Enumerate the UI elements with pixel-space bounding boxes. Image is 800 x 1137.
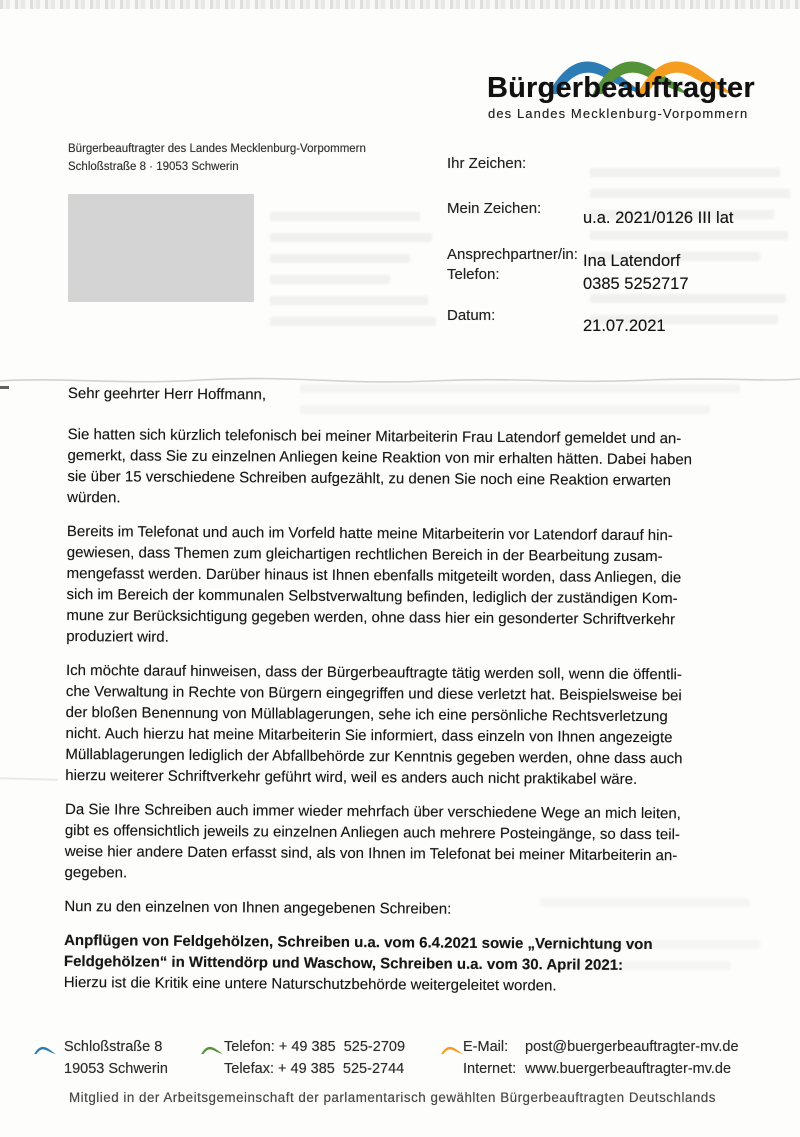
- bleed-through-artifact: [270, 212, 438, 338]
- telefon-label: Telefon:: [447, 266, 500, 283]
- datum-value: 21.07.2021: [583, 317, 666, 335]
- redacted-recipient-block: [68, 194, 254, 302]
- footer-arc-green-icon: [197, 1042, 227, 1055]
- footer-internet-value: www.buergerbeauftragter-mv.de: [525, 1061, 732, 1077]
- footer-telefax-label: Telefax:: [224, 1061, 274, 1077]
- membership-line: Mitglied in der Arbeitsgemeinschaft der parlamentarisch gewählten Bürgerbeauftragten Deutschlands: [69, 1090, 716, 1105]
- footer-telefax-value: + 49 385 525-2744: [278, 1061, 405, 1077]
- paragraph: Sie hatten sich kürzlich telefonisch bei meiner Mitarbeiterin Frau Latendorf gemeldet und an- gemerkt, dass Sie zu einzelnen Anliegen keine Reaktion von mir erhalten hätten. Dabei haben sie über 15 verschiedene Schreiben aufgezählt, zu denen Sie noch eine Reaktion erwarten würden.: [67, 425, 693, 507]
- logo-wordmark: Bürgerbeauftragter: [487, 72, 755, 104]
- subject-response: Hierzu ist die Kritik eine untere Naturschutzbehörde weitergeleitet worden.: [63, 973, 557, 995]
- letter-body: [64, 383, 768, 998]
- footer-address-city: 19053 Schwerin: [64, 1061, 168, 1077]
- logo-subtitle: des Landes Mecklenburg-Vorpommern: [488, 106, 749, 121]
- datum-label: Datum:: [447, 307, 496, 324]
- telefon-value: 0385 5252717: [583, 275, 689, 293]
- paragraph: Ich möchte darauf hinweisen, dass der Bürgerbeauftragte tätig werden soll, wenn die öffentli- che Verwaltung in Rechte von Bürgern eingegriffen und diese verletzt hat. Beispielsweise bei der bloßen Benennung von Müllablagerungen, sehe ich eine persönliche Rechtsverletzung nicht. Auch hierzu hat meine Mitarbeiterin Sie informiert, dass einzeln von Ihnen angezeigte Müllablagerungen lediglich der Abfallbehörde zur Kenntnis gegeben werden, ohne dass auch hierzu weiterer Schriftverkehr geführt wird, weil es anders auch nicht praktikabel wäre.: [65, 661, 683, 788]
- footer-arc-blue-icon: [30, 1042, 60, 1055]
- footer-email-value: post@buergerbeauftragter-mv.de: [525, 1039, 739, 1055]
- scan-noise-band: [0, 0, 800, 9]
- mein-zeichen-label: Mein Zeichen:: [447, 200, 542, 217]
- sender-line-2: Schloßstraße 8 · 19053 Schwerin: [68, 161, 239, 173]
- footer-online: [463, 1036, 739, 1080]
- footer-address: [64, 1036, 168, 1080]
- ihr-zeichen-label: Ihr Zeichen:: [447, 155, 527, 172]
- subject-heading: Anpflügen von Feldgehölzen, Schreiben u.a. vom 6.4.2021 sowie „Vernichtung von Feldgehölzen“ in Wittendörp und Waschow, Schreiben u.a. vom 30. April 2021:: [63, 931, 653, 974]
- mein-zeichen-value: u.a. 2021/0126 III lat: [583, 209, 734, 227]
- paragraph: Da Sie Ihre Schreiben auch immer wieder mehrfach über verschiedene Wege an mich leiten, gibt es offensichtlich jeweils zu einzelnen Anliegen auch mehrere Posteingänge, so dass teil- weise hier andere Daten erfasst sind, als von Ihnen im Telefonat bei meiner Mitarbeiterin an- gegeben.: [64, 800, 681, 882]
- ansprechpartner-label: Ansprechpartner/in:: [447, 246, 578, 263]
- fold-crease-line: [0, 777, 58, 781]
- scan-edge-mark: [0, 386, 9, 389]
- paragraph: Bereits im Telefonat und auch im Vorfeld hatte meine Mitarbeiterin vor Latendorf darauf hin- gewiesen, dass Themen zum gleichartigen rechtlichen Bereich in der Bearbeitung zusam- mengefasst werden. Darüber hinaus ist Ihnen ebenfalls mitgeteilt worden, dass Anliegen, die sich im Bereich der kommunalen Selbstverwaltung befinden, lediglich der zuständigen Kom- mune zur Berücksichtigung gegeben werden, ohne dass hier ein gesonderter Schriftverkehr produziert wird.: [66, 522, 682, 646]
- sender-line-1: Bürgerbeauftragter des Landes Mecklenburg-Vorpommern: [68, 143, 366, 155]
- section-intro: Nun zu den einzelnen von Ihnen angegebenen Schreiben:: [64, 897, 452, 918]
- salutation: Sehr geehrter Herr Hoffmann,: [67, 384, 267, 404]
- footer-internet-label: Internet:: [463, 1061, 517, 1077]
- footer-telefon-value: + 49 385 525-2709: [278, 1039, 406, 1055]
- footer-phone: [224, 1036, 405, 1080]
- footer-email-label: E-Mail:: [463, 1039, 509, 1055]
- ansprechpartner-value: Ina Latendorf: [583, 252, 681, 270]
- sender-return-address: [68, 140, 366, 176]
- footer-address-street: Schloßstraße 8: [64, 1039, 163, 1055]
- footer-telefon-label: Telefon:: [224, 1039, 275, 1055]
